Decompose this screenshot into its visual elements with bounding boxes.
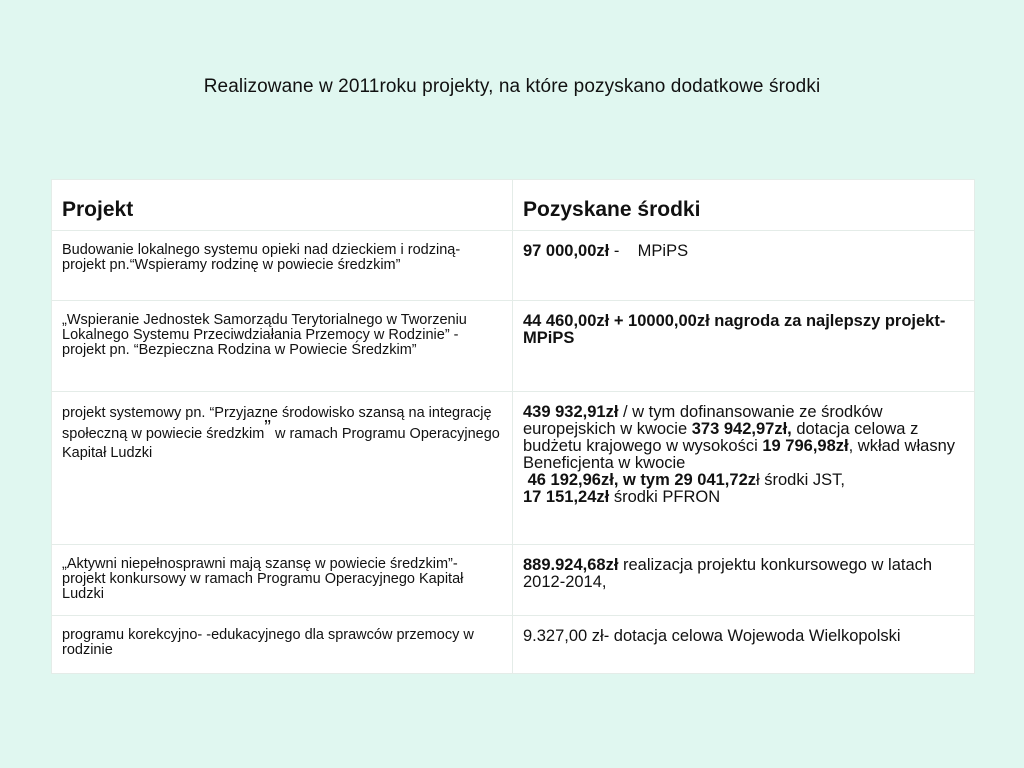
funds-own: 46 192,96zł, w tym 29 041,72z — [523, 471, 756, 489]
funds-cell — [513, 545, 975, 616]
header-funds: Pozyskane środki — [513, 180, 975, 231]
funds-cell — [513, 231, 975, 301]
header-project: Projekt — [52, 180, 513, 231]
project-cell — [52, 301, 513, 392]
table-row — [52, 231, 975, 301]
funds-eu: 373 942,97zł, — [691, 420, 792, 438]
funds-text — [513, 392, 974, 506]
project-text: programu korekcyjno- -edukacyjnego dla sprawców przemocy w rodzinie — [62, 627, 474, 658]
funds-amount: 44 460,00zł + 10000,00zł nagroda za najlepszy projekt-MPiPS — [523, 312, 946, 347]
funds-text — [513, 545, 974, 591]
project-text: „Aktywni niepełnosprawni mają szansę w powiecie średzkim”- projekt konkursowy w ramach Programu Operacyjnego Kapitał Ludzki — [62, 556, 464, 602]
funds-text — [513, 301, 974, 347]
funds-text: 9.327,00 zł- dotacja celowa Wojewoda Wielkopolski — [523, 627, 901, 645]
table-row — [52, 616, 975, 674]
funds-desc: , wkład własny Beneficjenta w kwocie — [523, 437, 955, 472]
project-text: Budowanie lokalnego systemu opieki nad dzieckiem i rodziną- projekt pn.“Wspieramy rodzinę w powiecie średzkim” — [62, 242, 461, 273]
project-cell — [52, 545, 513, 616]
table-header-row — [52, 180, 975, 231]
funds-source: - MPiPS — [609, 242, 689, 260]
funds-desc: ł środki JST, — [756, 471, 845, 489]
funds-amount: 97 000,00zł — [523, 242, 610, 260]
funds-total: 439 932,91zł — [523, 403, 619, 421]
project-cell — [52, 231, 513, 301]
funds-desc: / w tym dofinansowanie ze środków europejskich w kwocie — [523, 403, 883, 438]
project-text-part: projekt systemowy pn. “Przyjazne środowisko szansą na integrację społeczną w powiecie średzkim — [62, 405, 492, 442]
closing-quote: ” — [264, 417, 271, 439]
projects-table — [51, 179, 975, 674]
funds-cell — [513, 301, 975, 392]
funds-text — [513, 231, 974, 260]
slide-title: Realizowane w 2011roku projekty, na które pozyskano dodatkowe środki — [203, 76, 821, 97]
funds-amount: 889.924,68zł — [523, 556, 619, 574]
project-cell — [52, 616, 513, 674]
project-text: „Wspieranie Jednostek Samorządu Terytorialnego w Tworzeniu Lokalnego Systemu Przeciwdziałania Przemocy w Rodzinie” - projekt pn. “Bezpieczna Rodzina w Powiecie Średzkim” — [62, 312, 467, 358]
funds-desc: realizacja projektu konkursowego w latach 2012-2014, — [523, 556, 933, 591]
project-cell — [52, 392, 513, 545]
project-text — [52, 392, 512, 463]
table-row — [52, 392, 975, 545]
funds-desc: dotacja celowa z budżetu krajowego w wysokości — [523, 420, 919, 455]
table-row — [52, 301, 975, 392]
projects-table-container — [51, 179, 974, 674]
table-row — [52, 545, 975, 616]
funds-cell — [513, 392, 975, 545]
funds-desc: środki PFRON — [609, 488, 721, 506]
funds-cell — [513, 616, 975, 674]
funds-pfron: 17 151,24zł — [523, 488, 610, 506]
project-text-part: w ramach Programu Operacyjnego Kapitał Ludzki — [62, 426, 500, 461]
funds-national: 19 796,98zł — [762, 437, 849, 455]
